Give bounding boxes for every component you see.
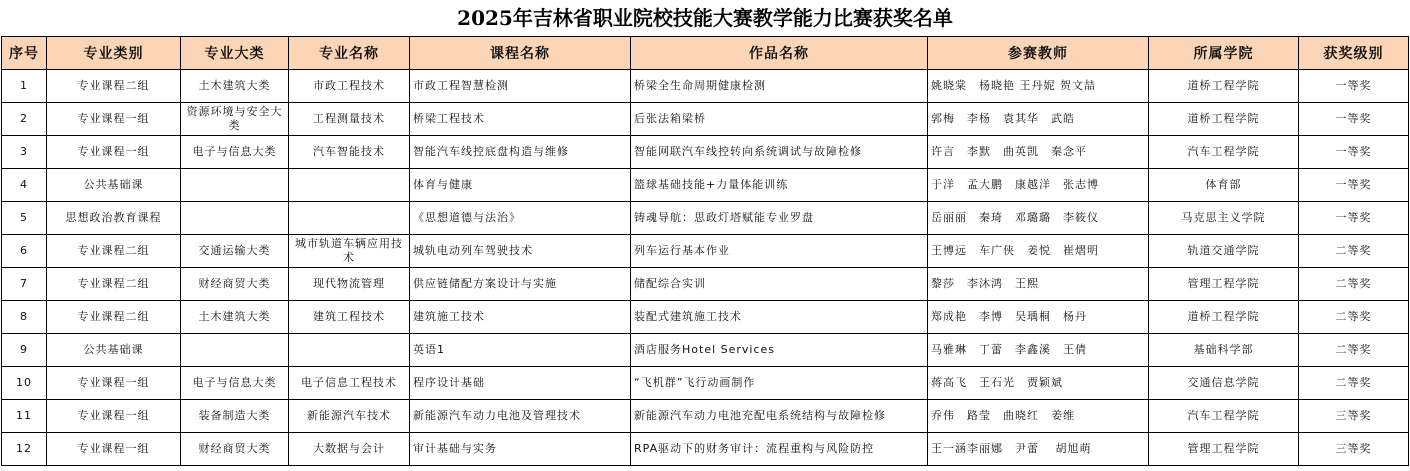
cell-seq: 7 — [2, 268, 47, 301]
table-row — [2, 367, 1409, 400]
cell-major-class: 财经商贸大类 — [181, 433, 289, 466]
table-row — [2, 433, 1409, 466]
cell-work: 桥梁全生命周期健康检测 — [631, 70, 928, 103]
cell-award: 三等奖 — [1299, 433, 1409, 466]
cell-award: 二等奖 — [1299, 334, 1409, 367]
cell-award: 一等奖 — [1299, 103, 1409, 136]
cell-major-name: 现代物流管理 — [289, 268, 410, 301]
cell-teachers: 马雅琳 丁蕾 李鑫溪 王倩 — [928, 334, 1149, 367]
cell-teachers: 于洋 孟大鹏 康越洋 张志博 — [928, 169, 1149, 202]
cell-college: 管理工程学院 — [1149, 433, 1299, 466]
cell-major-class: 土木建筑大类 — [181, 301, 289, 334]
cell-college: 道桥工程学院 — [1149, 301, 1299, 334]
cell-seq: 6 — [2, 235, 47, 268]
cell-major-class: 土木建筑大类 — [181, 70, 289, 103]
cell-course: 体育与健康 — [410, 169, 631, 202]
table-row — [2, 103, 1409, 136]
header-seq: 序号 — [2, 37, 47, 70]
cell-teachers: 姚晓棠 杨晓艳 王丹妮 贺文喆 — [928, 70, 1149, 103]
table-row — [2, 268, 1409, 301]
header-award: 获奖级别 — [1299, 37, 1409, 70]
cell-work: 智能网联汽车线控转向系统调试与故障检修 — [631, 136, 928, 169]
cell-award: 一等奖 — [1299, 202, 1409, 235]
cell-award: 二等奖 — [1299, 235, 1409, 268]
cell-category: 专业课程二组 — [47, 301, 181, 334]
cell-work: 储配综合实训 — [631, 268, 928, 301]
cell-seq: 10 — [2, 367, 47, 400]
cell-course: 建筑施工技术 — [410, 301, 631, 334]
table-row — [2, 136, 1409, 169]
cell-major-name: 城市轨道车辆应用技术 — [289, 235, 410, 268]
cell-teachers: 王一涵李丽娜 尹蕾 胡旭萌 — [928, 433, 1149, 466]
cell-category: 专业课程一组 — [47, 433, 181, 466]
cell-category: 专业课程二组 — [47, 268, 181, 301]
cell-course: 英语1 — [410, 334, 631, 367]
cell-college: 道桥工程学院 — [1149, 103, 1299, 136]
cell-major-class — [181, 334, 289, 367]
cell-major-name — [289, 169, 410, 202]
cell-major-name: 汽车智能技术 — [289, 136, 410, 169]
cell-award: 一等奖 — [1299, 136, 1409, 169]
cell-work: 列车运行基本作业 — [631, 235, 928, 268]
cell-seq: 8 — [2, 301, 47, 334]
header-major-name: 专业名称 — [289, 37, 410, 70]
cell-course: 智能汽车线控底盘构造与维修 — [410, 136, 631, 169]
document-title: 2025年吉林省职业院校技能大赛教学能力比赛获奖名单 — [457, 6, 953, 30]
header-teachers: 参赛教师 — [928, 37, 1149, 70]
cell-college: 交通信息学院 — [1149, 367, 1299, 400]
table-row — [2, 169, 1409, 202]
cell-college: 轨道交通学院 — [1149, 235, 1299, 268]
cell-teachers: 许言 李默 曲英凯 秦念平 — [928, 136, 1149, 169]
cell-college: 汽车工程学院 — [1149, 136, 1299, 169]
cell-work: 酒店服务Hotel Services — [631, 334, 928, 367]
cell-teachers: 郑成艳 李博 吴瑀桐 杨丹 — [928, 301, 1149, 334]
cell-college: 基础科学部 — [1149, 334, 1299, 367]
cell-college: 道桥工程学院 — [1149, 70, 1299, 103]
cell-major-class: 资源环境与安全大类 — [181, 103, 289, 136]
cell-work: RPA驱动下的财务审计：流程重构与风险防控 — [631, 433, 928, 466]
cell-major-name: 大数据与会计 — [289, 433, 410, 466]
cell-work: “飞机群”飞行动画制作 — [631, 367, 928, 400]
header-category: 专业类别 — [47, 37, 181, 70]
cell-category: 公共基础课 — [47, 334, 181, 367]
cell-course: 市政工程智慧检测 — [410, 70, 631, 103]
cell-award: 二等奖 — [1299, 268, 1409, 301]
cell-award: 二等奖 — [1299, 367, 1409, 400]
cell-college: 管理工程学院 — [1149, 268, 1299, 301]
cell-course: 桥梁工程技术 — [410, 103, 631, 136]
cell-major-class — [181, 169, 289, 202]
cell-seq: 12 — [2, 433, 47, 466]
cell-course: 审计基础与实务 — [410, 433, 631, 466]
cell-major-name: 工程测量技术 — [289, 103, 410, 136]
cell-category: 思想政治教育课程 — [47, 202, 181, 235]
table-row — [2, 235, 1409, 268]
cell-major-class: 交通运输大类 — [181, 235, 289, 268]
header-row — [2, 37, 1409, 70]
cell-teachers: 王博远 车广侠 姜悦 崔熠明 — [928, 235, 1149, 268]
table-row — [2, 70, 1409, 103]
cell-award: 一等奖 — [1299, 70, 1409, 103]
cell-teachers: 黎莎 李沐鸿 王熙 — [928, 268, 1149, 301]
cell-category: 公共基础课 — [47, 169, 181, 202]
cell-seq: 1 — [2, 70, 47, 103]
cell-category: 专业课程一组 — [47, 400, 181, 433]
cell-category: 专业课程二组 — [47, 70, 181, 103]
cell-college: 汽车工程学院 — [1149, 400, 1299, 433]
cell-award: 二等奖 — [1299, 301, 1409, 334]
cell-work: 新能源汽车动力电池充配电系统结构与故障检修 — [631, 400, 928, 433]
cell-seq: 9 — [2, 334, 47, 367]
cell-seq: 3 — [2, 136, 47, 169]
cell-major-name: 新能源汽车技术 — [289, 400, 410, 433]
award-table — [1, 36, 1409, 466]
cell-course: 《思想道德与法治》 — [410, 202, 631, 235]
cell-work: 后张法箱梁桥 — [631, 103, 928, 136]
cell-category: 专业课程一组 — [47, 103, 181, 136]
cell-work: 铸魂导航：思政灯塔赋能专业罗盘 — [631, 202, 928, 235]
cell-course: 供应链储配方案设计与实施 — [410, 268, 631, 301]
header-college: 所属学院 — [1149, 37, 1299, 70]
cell-teachers: 蒋高飞 王石光 贾颖斌 — [928, 367, 1149, 400]
cell-major-name — [289, 202, 410, 235]
cell-seq: 11 — [2, 400, 47, 433]
cell-major-name — [289, 334, 410, 367]
cell-college: 马克思主义学院 — [1149, 202, 1299, 235]
cell-seq: 5 — [2, 202, 47, 235]
cell-award: 三等奖 — [1299, 400, 1409, 433]
cell-teachers: 岳丽丽 秦琦 邓璐璐 李筱仪 — [928, 202, 1149, 235]
award-table-body — [2, 70, 1409, 466]
table-row — [2, 202, 1409, 235]
table-row — [2, 334, 1409, 367]
cell-major-class: 装备制造大类 — [181, 400, 289, 433]
cell-award: 一等奖 — [1299, 169, 1409, 202]
cell-category: 专业课程二组 — [47, 235, 181, 268]
cell-major-class: 电子与信息大类 — [181, 136, 289, 169]
cell-major-class: 财经商贸大类 — [181, 268, 289, 301]
cell-seq: 2 — [2, 103, 47, 136]
cell-category: 专业课程一组 — [47, 367, 181, 400]
cell-college: 体育部 — [1149, 169, 1299, 202]
table-row — [2, 301, 1409, 334]
cell-major-class: 电子与信息大类 — [181, 367, 289, 400]
cell-work: 装配式建筑施工技术 — [631, 301, 928, 334]
cell-major-class — [181, 202, 289, 235]
cell-work: 篮球基础技能+力量体能训练 — [631, 169, 928, 202]
cell-category: 专业课程一组 — [47, 136, 181, 169]
cell-major-name: 电子信息工程技术 — [289, 367, 410, 400]
cell-teachers: 乔伟 路莹 曲晓红 姜维 — [928, 400, 1149, 433]
header-work: 作品名称 — [631, 37, 928, 70]
table-row — [2, 400, 1409, 433]
header-course: 课程名称 — [410, 37, 631, 70]
cell-teachers: 郭梅 李杨 袁其华 武皓 — [928, 103, 1149, 136]
cell-course: 程序设计基础 — [410, 367, 631, 400]
cell-course: 新能源汽车动力电池及管理技术 — [410, 400, 631, 433]
cell-major-name: 建筑工程技术 — [289, 301, 410, 334]
cell-seq: 4 — [2, 169, 47, 202]
header-major-class: 专业大类 — [181, 37, 289, 70]
cell-course: 城轨电动列车驾驶技术 — [410, 235, 631, 268]
cell-major-name: 市政工程技术 — [289, 70, 410, 103]
